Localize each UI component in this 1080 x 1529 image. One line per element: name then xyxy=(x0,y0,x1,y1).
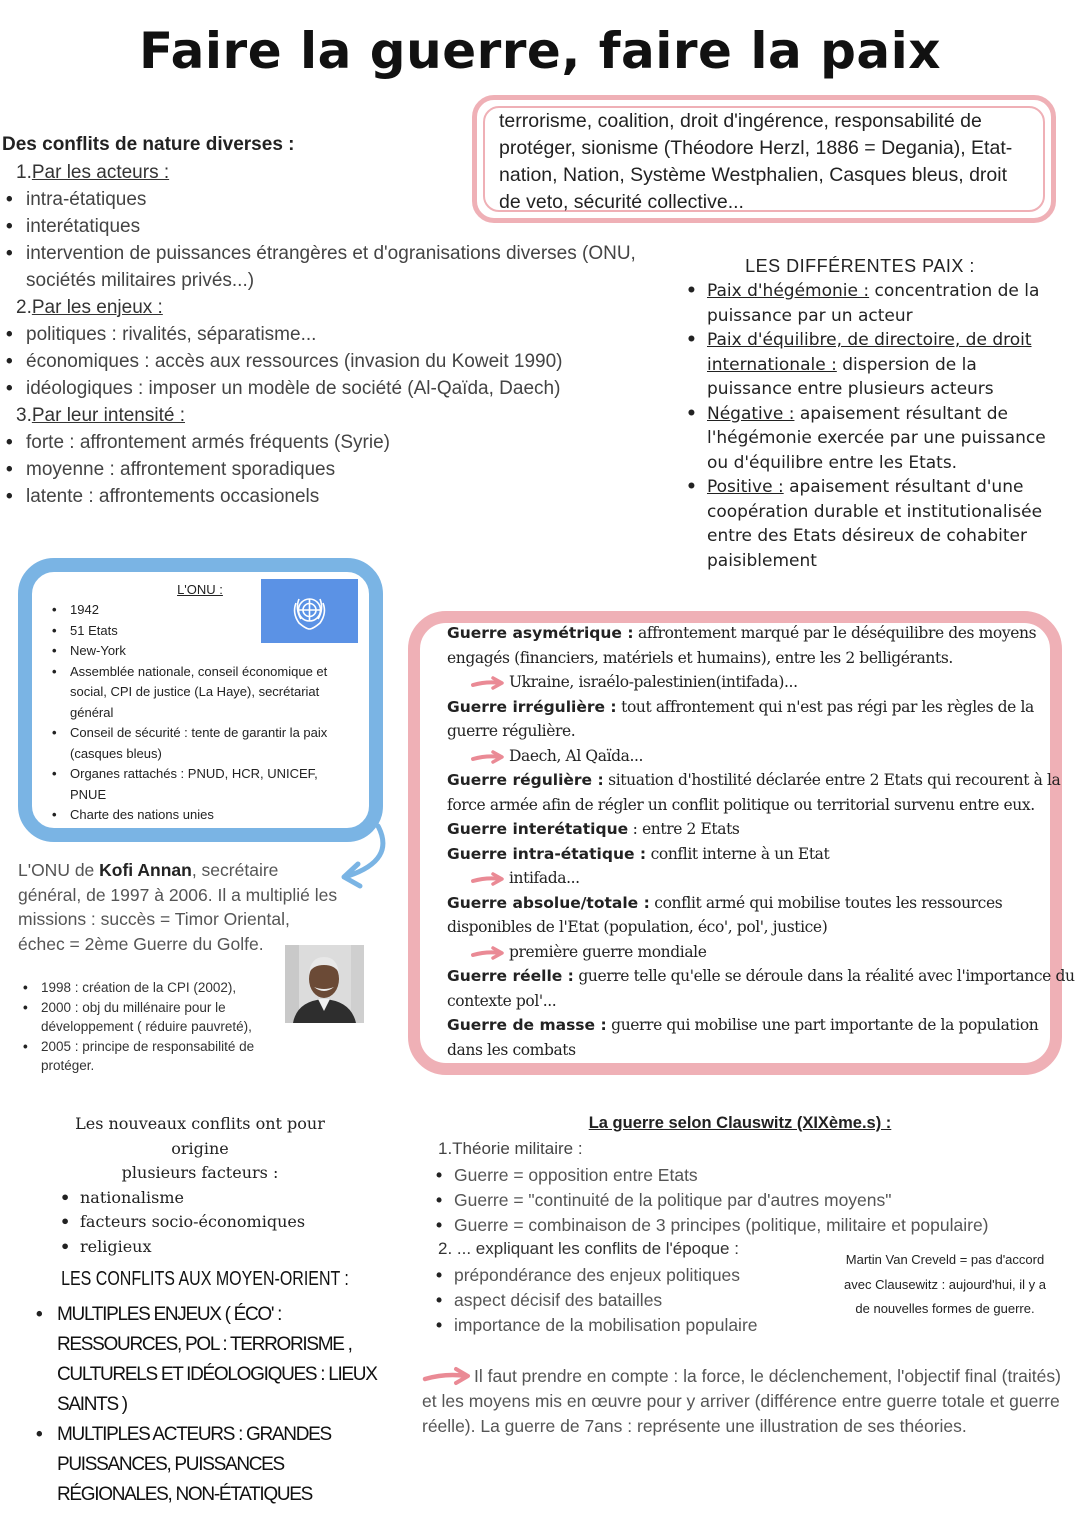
peace-item xyxy=(680,279,1050,328)
list-item: • nationalisme xyxy=(50,1186,350,1211)
section-number: 3. xyxy=(16,405,32,426)
curved-arrow-icon xyxy=(330,820,400,895)
arrow-right-icon xyxy=(471,872,505,886)
list-item: • latente : affrontements occasionels xyxy=(0,483,640,510)
kofi-annan-list xyxy=(20,978,290,1076)
list-item: • 1998 : création de la CPI (2002), xyxy=(20,978,290,998)
conflicts-subtitle-stakes xyxy=(0,294,640,321)
kofi-annan-photo xyxy=(285,945,364,1023)
arrow-right-icon xyxy=(471,750,505,764)
list-item: • Conseil de sécurité : tente de garantir la paix (casques bleus) xyxy=(48,723,353,764)
list-item: • 2000 : obj du millénaire pour le développement ( réduire pauvreté), xyxy=(20,998,290,1037)
section-label: Par les enjeux : xyxy=(31,297,163,318)
war-definition-line xyxy=(447,621,1047,646)
war-types-content xyxy=(447,621,1075,1062)
section-label: Par leur intensité : xyxy=(31,405,185,426)
new-conflicts-list xyxy=(50,1186,350,1260)
list-item: • forte : affrontement armés fréquents (Syrie) xyxy=(0,429,640,456)
war-term: Guerre régulière : xyxy=(447,771,604,789)
section-number: 2. xyxy=(16,297,32,318)
war-definition: : entre 2 Etats xyxy=(628,820,740,838)
peace-definition: apaisement résultant de l'hégémonie exercée par une puissance ou d'équilibre entre les Etats. xyxy=(707,403,1046,473)
list-item: • prépondérance des enjeux politiques xyxy=(430,1263,830,1288)
war-example xyxy=(447,744,1047,769)
war-example-text: intifada... xyxy=(509,869,580,887)
page-title: Faire la guerre, faire la paix xyxy=(138,22,942,80)
kofi-annan-text xyxy=(18,858,338,956)
war-definition: guerre qui mobilise une part importante de la population xyxy=(606,1016,1039,1034)
war-example-text: première guerre mondiale xyxy=(509,942,707,961)
war-definition: conflit armé qui mobilise toutes les ressources xyxy=(649,893,1003,912)
list-item: • Guerre = combinaison de 3 principes (politique, militaire et populaire) xyxy=(430,1213,1050,1238)
list-item: • facteurs socio-économiques xyxy=(50,1210,350,1235)
war-term: Guerre irrégulière : xyxy=(447,697,617,716)
war-definition: tout affrontement qui n'est pas régi par les règles de la xyxy=(616,697,1034,716)
list-item: • aspect décisif des batailles xyxy=(430,1288,830,1313)
new-conflicts-intro: plusieurs facteurs : xyxy=(121,1163,279,1182)
war-example-text: Ukraine, israélo-palestinien(intifada)... xyxy=(509,673,798,691)
stakes-list xyxy=(0,321,640,402)
list-item: • Guerre = opposition entre Etats xyxy=(430,1163,1050,1188)
peace-item xyxy=(680,402,1050,476)
onu-list xyxy=(48,600,353,826)
conflicts-subtitle-intensity xyxy=(0,402,640,429)
list-item: • Organes rattachés : PNUD, HCR, UNICEF, PNUE xyxy=(48,764,353,805)
war-definition-line xyxy=(447,964,1075,989)
list-item: • Guerre = "continuité de la politique par d'autres moyens" xyxy=(430,1188,1050,1213)
kofi-name: Kofi Annan xyxy=(99,860,192,880)
war-example-text: Daech, Al Qaïda... xyxy=(509,746,644,765)
war-definition: conflit interne à un Etat xyxy=(646,844,830,863)
list-item: • politiques : rivalités, séparatisme... xyxy=(0,321,640,348)
clausewitz-conclusion: Il faut prendre en compte : la force, le déclenchement, l'objectif final (traités) et les moyens mis en œuvre pour y arriver (différence entre guerre totale et guerre réelle). La guerre de 7ans : représente une illustration de ses théories. xyxy=(422,1366,1061,1436)
peace-definition: apaisement résultant d'une coopération durable et institutionalisée entre des Etats désireux de cohabiter paisiblement xyxy=(707,477,1043,571)
list-item: • MULTIPLES ENJEUX ( ÉCO' : RESSOURCES, POL : TERRORISME , CULTURELS ET IDÉOLOGIQUES : LIEUX SAINTS ) xyxy=(30,1300,390,1420)
war-definition-line: contexte pol'... xyxy=(447,991,557,1010)
kofi-text-post: , secrétaire général, de 1997 à 2006. Il a multiplié les missions : succès = Timor Oriental, échec = 2ème Guerre du Golfe. xyxy=(18,860,338,954)
war-term: Guerre absolue/totale : xyxy=(447,893,650,912)
keywords-text: terrorisme, coalition, droit d'ingérence, responsabilité de protéger, sionisme (Théodore Herzl, 1886 = Degania), Etat-nation, Nation, Système Westphalien, Casques bleus, droit de veto, sécurité collective... xyxy=(499,110,1013,213)
new-conflicts-intro: Les nouveaux conflits ont pour origine xyxy=(75,1114,325,1158)
arrow-right-icon xyxy=(471,676,505,690)
war-term: Guerre intra-étatique : xyxy=(447,844,647,863)
onu-title: L'ONU : xyxy=(177,582,223,597)
list-item: • MULTIPLES ACTEURS : GRANDES PUISSANCES, PUISSANCES RÉGIONALES, NON-ÉTATIQUES xyxy=(30,1420,390,1510)
middle-east-list xyxy=(30,1300,390,1510)
list-item: • idéologiques : imposer un modèle de société (Al-Qaïda, Daech) xyxy=(0,375,640,402)
intensity-list xyxy=(0,429,640,510)
list-item: • 2005 : principe de responsabilité de protéger. xyxy=(20,1037,290,1076)
conflicts-title: Des conflits de nature diverses : xyxy=(2,134,295,155)
war-definition-line xyxy=(447,842,1047,867)
list-item: • interétatiques xyxy=(0,213,640,240)
war-example xyxy=(447,940,1047,965)
war-example xyxy=(447,670,1047,695)
war-definition: guerre telle qu'elle se déroule dans la réalité avec l'importance du xyxy=(573,967,1075,985)
peace-term: Paix d'hégémonie : xyxy=(707,281,870,301)
clausewitz-explain-list xyxy=(430,1263,830,1338)
middle-east-title: LES CONFLITS AUX MOYEN-ORIENT : xyxy=(61,1268,349,1290)
conflicts-subtitle-actors xyxy=(0,159,640,186)
war-definition-line: disponibles de l'Etat (population, éco', pol', justice) xyxy=(447,918,828,936)
list-item: • religieux xyxy=(50,1235,350,1260)
peace-term: Paix d'équilibre, de directoire, de droit internationale : xyxy=(707,330,1032,375)
war-definition-line xyxy=(447,768,1061,793)
war-definition: situation d'hostilité déclarée entre 2 Etats qui recourent à la xyxy=(603,771,1061,789)
list-item: • économiques : accès aux ressources (invasion du Koweit 1990) xyxy=(0,348,640,375)
list-item: • New-York xyxy=(48,641,353,662)
peace-item xyxy=(680,328,1050,402)
section-label: Par les acteurs : xyxy=(31,162,170,183)
actors-list xyxy=(0,186,640,294)
war-example xyxy=(447,866,1047,891)
clausewitz-subtitle-explain: 2. ... expliquant les conflits de l'époque : xyxy=(438,1239,739,1258)
kofi-text-pre: L'ONU de xyxy=(18,860,100,880)
war-definition-line xyxy=(447,695,1047,720)
list-item: • moyenne : affrontement sporadiques xyxy=(0,456,640,483)
list-item: • intra-étatiques xyxy=(0,186,640,213)
peace-definition: concentration de la puissance par un acteur xyxy=(707,281,1040,326)
peace-title: LES DIFFÉRENTES PAIX : xyxy=(745,256,975,276)
peace-list xyxy=(680,279,1050,573)
list-item: • Charte des nations unies xyxy=(48,805,353,826)
peace-term: Négative : xyxy=(707,403,795,424)
conflicts-section-actors xyxy=(0,159,640,510)
war-definition-line xyxy=(447,817,1047,842)
war-definition-line: force armée afin de régler un conflit politique ou territorial survenu entre eux. xyxy=(447,795,1035,814)
list-item: • 51 Etats xyxy=(48,621,353,642)
list-item: • importance de la mobilisation populaire xyxy=(430,1313,830,1338)
clausewitz-subtitle-theory: 1.Théorie militaire : xyxy=(438,1139,583,1158)
peace-term: Positive : xyxy=(707,477,784,497)
war-definition: affrontement marqué par le déséquilibre des moyens xyxy=(633,624,1037,642)
list-item: • 1942 xyxy=(48,600,353,621)
arrow-right-icon xyxy=(471,946,505,960)
list-item: • Assemblée nationale, conseil économique et social, CPI de justice (La Haye), secrétariat général xyxy=(48,662,353,724)
peace-definition: dispersion de la puissance entre plusieurs acteurs xyxy=(707,354,994,399)
clausewitz-theory-list xyxy=(430,1163,1050,1238)
war-definition-line: guerre régulière. xyxy=(447,722,576,740)
war-definition-line xyxy=(447,1013,1047,1038)
war-definition-line: engagés (financiers, matériels et humains), entre les 2 belligérants. xyxy=(447,648,953,667)
new-conflicts-section xyxy=(50,1112,350,1259)
portrait-icon xyxy=(285,945,364,1023)
war-term: Guerre réelle : xyxy=(447,967,574,985)
war-definition-line xyxy=(447,891,1047,916)
war-term: Guerre asymétrique : xyxy=(447,624,634,642)
war-term: Guerre de masse : xyxy=(447,1016,607,1034)
peace-item xyxy=(680,475,1050,573)
van-creveld-note: Martin Van Creveld = pas d'accord avec Clausewitz : aujourd'hui, il y a de nouvelles formes de guerre. xyxy=(844,1252,1046,1316)
war-definition-line: dans les combats xyxy=(447,1040,576,1059)
list-item: • intervention de puissances étrangères et d'ogranisations diverses (ONU, sociétés militaires privés...) xyxy=(0,240,640,294)
section-number: 1. xyxy=(16,162,32,183)
clausewitz-title: La guerre selon Clauswitz (XIXème.s) : xyxy=(588,1114,892,1132)
war-term: Guerre interétatique xyxy=(447,820,629,838)
